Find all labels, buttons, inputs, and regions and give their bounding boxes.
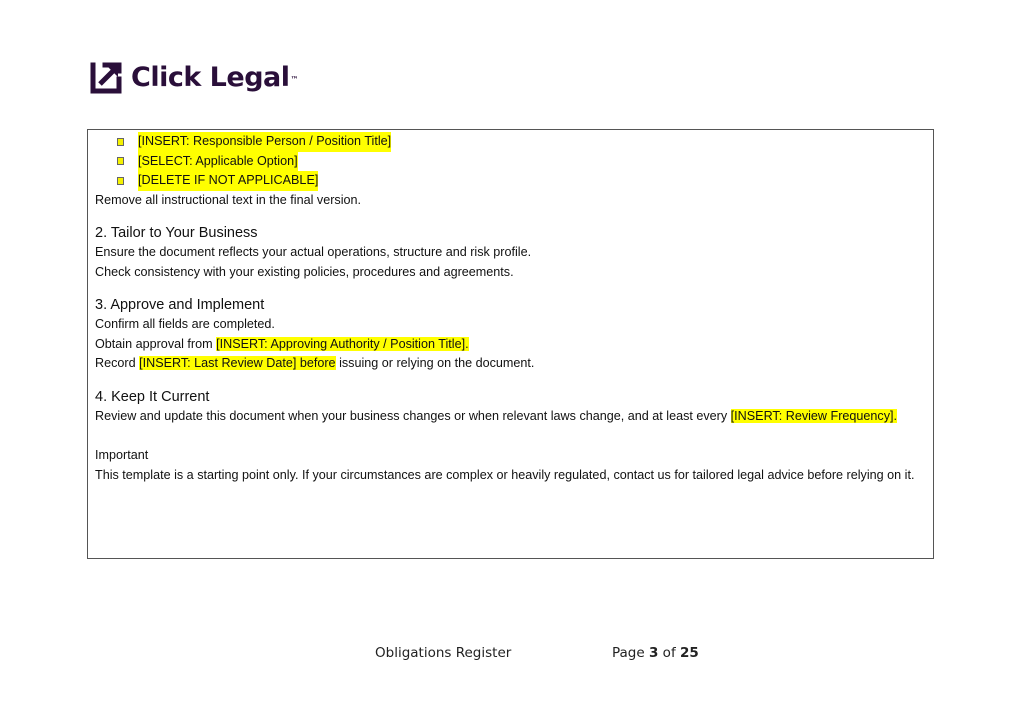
placeholder-bullet [95, 152, 927, 172]
logo-wordmark: Click Legal™ [131, 62, 299, 93]
text: issuing or relying on the document. [335, 356, 535, 370]
highlighted-placeholder: [INSERT: Last Review Date] before [139, 356, 336, 370]
important-text: This template is a starting point only. If your circumstances are complex or heavily regulated, contact us for tailored legal advice before relying on it. [95, 467, 915, 482]
section-heading: 4. Keep It Current [95, 388, 210, 405]
footer-document-title: Obligations Register [375, 645, 512, 661]
paragraph-line [95, 335, 927, 355]
paragraph-line: Ensure the document reflects your actual operations, structure and risk profile. [95, 245, 532, 259]
section-heading: 2. Tailor to Your Business [95, 225, 258, 241]
important-label: Important [95, 448, 149, 462]
bullet-text: [DELETE IF NOT APPLICABLE] [138, 171, 318, 191]
remove-instruction-text: Remove all instructional text in the final version. [95, 192, 361, 207]
bullet-icon [117, 177, 124, 185]
text: Obtain approval from [95, 336, 217, 351]
placeholder-bullet [95, 171, 927, 191]
paragraph-line: Confirm all fields are completed. [95, 317, 275, 331]
instructions-content [95, 132, 927, 485]
text: Review and update this document when your business changes or when relevant laws change, and at least every [95, 408, 731, 423]
spacer [95, 426, 927, 446]
placeholder-bullet [95, 132, 927, 152]
footer-page-number: Page 3 of 25 [612, 645, 699, 661]
bullet-icon [117, 138, 124, 146]
instructions-box [87, 129, 934, 559]
highlighted-placeholder: [INSERT: Review Frequency]. [730, 408, 898, 423]
arrow-box-icon [89, 61, 123, 95]
paragraph [95, 407, 927, 427]
section-heading: 3. Approve and Implement [95, 297, 265, 313]
bullet-text: [SELECT: Applicable Option] [138, 152, 298, 172]
bullet-icon [117, 157, 124, 165]
paragraph-line: Check consistency with your existing policies, procedures and agreements. [95, 264, 514, 279]
bullet-text: [INSERT: Responsible Person / Position Title] [138, 132, 391, 152]
text: Record [95, 356, 140, 370]
highlighted-placeholder: [INSERT: Approving Authority / Position Title]. [216, 336, 469, 351]
paragraph-line [95, 354, 927, 374]
click-legal-logo [89, 61, 298, 95]
